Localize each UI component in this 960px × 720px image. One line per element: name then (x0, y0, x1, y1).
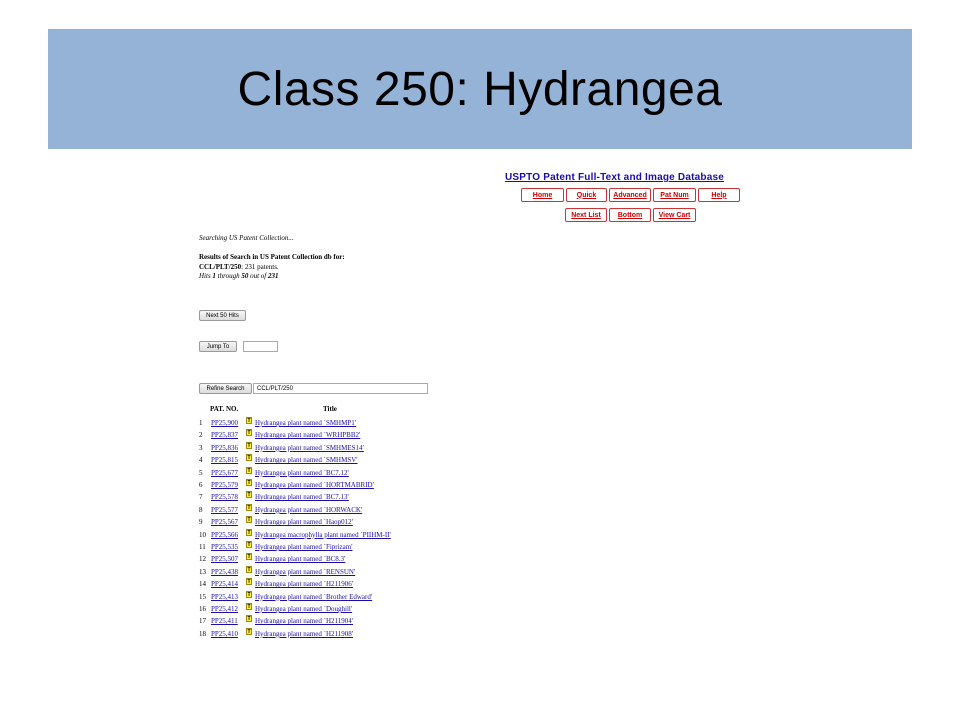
patent-number-link[interactable]: PP25,411 (211, 617, 238, 626)
next-50-hits-button[interactable]: Next 50 Hits (199, 310, 246, 321)
patent-number-link[interactable]: PP25,578 (211, 493, 239, 502)
patent-title-link[interactable]: Hydrangea plant named `SMHMSV' (255, 456, 358, 465)
slide-title-bar (48, 29, 912, 149)
patent-number-link[interactable]: PP25,836 (211, 443, 239, 452)
nav-next-list-button[interactable]: Next List (565, 208, 607, 222)
row-number: 12 (199, 555, 206, 564)
query-label: CCL/PLT/250 (199, 262, 242, 271)
search-status-text: Searching US Patent Collection... (199, 234, 294, 242)
row-number: 14 (199, 580, 206, 589)
nav-quick-button[interactable]: Quick (566, 188, 607, 202)
full-text-icon[interactable]: T (247, 430, 251, 437)
full-text-icon[interactable]: T (247, 442, 251, 449)
hits-through: through (215, 272, 242, 280)
row-number: 18 (199, 629, 206, 638)
hits-prefix: Hits (199, 272, 213, 280)
full-text-icon[interactable]: T (247, 616, 251, 623)
patent-title-link[interactable]: Hydrangea plant named `WRHPBB2' (255, 431, 361, 440)
refine-search-input[interactable]: CCL/PLT/250 (253, 383, 428, 394)
patent-number-link[interactable]: PP25,413 (211, 592, 239, 601)
row-number: 7 (199, 493, 203, 502)
full-text-icon[interactable]: T (247, 480, 251, 486)
patent-number-link[interactable]: PP25,837 (211, 431, 239, 440)
patent-number-link[interactable]: PP25,412 (211, 605, 239, 613)
results-heading: Results of Search in US Patent Collection db for: (199, 253, 345, 261)
nav-home-button[interactable]: Home (521, 188, 564, 202)
slide-title: Class 250: Hydrangea (237, 62, 723, 116)
hits-start: 1 (212, 272, 216, 280)
row-number: 8 (199, 505, 203, 514)
nav-patnum-button[interactable]: Pat Num (653, 188, 696, 202)
patent-title-link[interactable]: Hydrangea plant named `Fiprizam' (255, 543, 353, 551)
full-text-icon[interactable]: T (247, 628, 251, 635)
full-text-icon[interactable]: T (247, 579, 251, 586)
patent-title-link[interactable]: Hydrangea plant named `Haop012' (255, 518, 353, 527)
row-number: 16 (199, 605, 206, 613)
patent-title-link[interactable]: Hydrangea plant named `Brother Edward' (255, 592, 373, 601)
full-text-icon[interactable]: T (247, 542, 251, 548)
patent-title-link[interactable]: Hydrangea plant named `SMHMES14' (255, 443, 364, 452)
nav-bottom-button[interactable]: Bottom (609, 208, 651, 222)
full-text-icon[interactable]: T (247, 492, 251, 499)
patent-title-link[interactable]: Hydrangea macrophylla plant named `PIIHM-II' (255, 530, 391, 539)
patent-title-link[interactable]: Hydrangea plant named `H211908' (255, 629, 353, 638)
row-number: 10 (199, 530, 206, 539)
row-number: 17 (199, 617, 206, 626)
jump-to-input[interactable] (243, 341, 278, 352)
patent-title-link[interactable]: Hydrangea plant named `Doughill' (255, 605, 353, 613)
row-number: 3 (199, 443, 203, 452)
patent-title-link[interactable]: Hydrangea plant named `BC7.12' (255, 468, 349, 477)
uspto-database-header-link[interactable]: USPTO Patent Full-Text and Image Database (505, 172, 724, 183)
patent-title-link[interactable]: Hydrangea plant named `BC7.13' (255, 493, 349, 502)
column-header-title: Title (323, 405, 337, 413)
hits-total: 231 (267, 272, 279, 280)
row-number: 11 (199, 543, 206, 551)
hits-outof: out of (248, 272, 268, 280)
row-number: 9 (199, 518, 203, 527)
full-text-icon[interactable]: T (247, 604, 251, 610)
full-text-icon[interactable]: T (247, 504, 251, 511)
hits-line (199, 272, 345, 282)
patent-title-link[interactable]: Hydrangea plant named `H211904' (255, 617, 353, 626)
patent-title-link[interactable]: Hydrangea plant named `H211906' (255, 580, 353, 589)
patent-number-link[interactable]: PP25,900 (211, 419, 239, 427)
refine-search-button[interactable]: Refine Search (199, 383, 252, 394)
full-text-icon[interactable]: T (247, 591, 251, 598)
patent-title-link[interactable]: Hydrangea plant named `BC8.3' (255, 555, 346, 564)
hits-end: 50 (241, 272, 249, 280)
jump-to-button[interactable]: Jump To (199, 341, 237, 352)
patent-number-link[interactable]: PP25,579 (211, 481, 239, 489)
patent-number-link[interactable]: PP25,410 (211, 629, 239, 638)
full-text-icon[interactable]: T (247, 554, 251, 561)
row-number: 2 (199, 431, 203, 440)
results-summary (199, 253, 345, 282)
patent-title-link[interactable]: Hydrangea plant named `HORWACK' (255, 505, 363, 514)
row-number: 15 (199, 592, 206, 601)
patent-number-link[interactable]: PP25,566 (211, 530, 239, 539)
row-number: 13 (199, 567, 206, 576)
row-number: 1 (199, 419, 203, 427)
nav-view-cart-button[interactable]: View Cart (653, 208, 696, 222)
patent-title-link[interactable]: Hydrangea plant named `RENSUN' (255, 567, 356, 576)
nav-advanced-button[interactable]: Advanced (609, 188, 651, 202)
patent-number-link[interactable]: PP25,438 (211, 567, 239, 576)
patent-number-link[interactable]: PP25,577 (211, 505, 239, 514)
nav-help-button[interactable]: Help (698, 188, 740, 202)
patent-number-link[interactable]: PP25,535 (211, 543, 239, 551)
full-text-icon[interactable]: T (247, 467, 251, 474)
patent-number-link[interactable]: PP25,815 (211, 456, 239, 465)
patent-title-link[interactable]: Hydrangea plant named `SMHMP1' (255, 419, 356, 427)
full-text-icon[interactable]: T (247, 418, 251, 424)
patent-number-link[interactable]: PP25,567 (211, 518, 239, 527)
row-number: 6 (199, 481, 203, 489)
full-text-icon[interactable]: T (247, 529, 251, 536)
results-query-line (199, 263, 345, 273)
query-count: : 231 patents. (241, 262, 279, 271)
row-number: 4 (199, 456, 203, 465)
row-number: 5 (199, 468, 203, 477)
column-header-pat-no: PAT. NO. (210, 405, 239, 413)
patent-number-link[interactable]: PP25,507 (211, 555, 239, 564)
patent-title-link[interactable]: Hydrangea plant named `HORTMABRID' (255, 481, 374, 489)
full-text-icon[interactable]: T (247, 455, 251, 462)
patent-number-link[interactable]: PP25,414 (211, 580, 239, 589)
full-text-icon[interactable]: T (247, 566, 251, 573)
patent-number-link[interactable]: PP25,677 (211, 468, 239, 477)
full-text-icon[interactable]: T (247, 517, 251, 524)
